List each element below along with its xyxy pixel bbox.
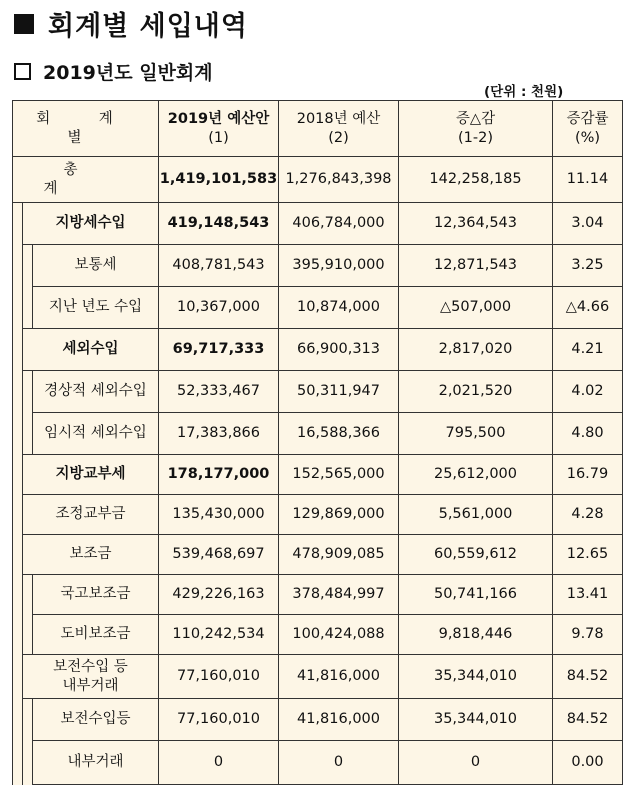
cell-2019: 135,430,000 — [159, 495, 279, 535]
row-label — [23, 655, 159, 699]
table-row — [13, 741, 623, 785]
row-label: 지방세수입 — [23, 203, 159, 245]
row-label — [13, 157, 159, 203]
table-row — [13, 699, 623, 741]
cell-rate: 4.21 — [553, 329, 623, 371]
cell-diff: 9,818,446 — [399, 615, 553, 655]
cell-diff: 35,344,010 — [399, 699, 553, 741]
indent-spacer — [23, 575, 33, 615]
cell-rate: 84.52 — [553, 699, 623, 741]
section-subtitle-text: 2019년도 일반회계 — [43, 62, 213, 84]
cell-diff: 35,344,010 — [399, 655, 553, 699]
cell-rate: △4.66 — [553, 287, 623, 329]
indent-spacer — [13, 245, 23, 287]
row-label: 보조금 — [23, 535, 159, 575]
indent-spacer — [23, 741, 33, 785]
cell-diff: 25,612,000 — [399, 455, 553, 495]
table-row — [13, 615, 623, 655]
empty-square-icon — [14, 63, 31, 80]
cell-rate: 84.52 — [553, 655, 623, 699]
header-rate — [553, 101, 623, 157]
table-row — [13, 575, 623, 615]
header-2018 — [279, 101, 399, 157]
cell-2019: 52,333,467 — [159, 371, 279, 413]
revenue-table — [12, 100, 623, 785]
header-2019 — [159, 101, 279, 157]
table-header-row — [13, 101, 623, 157]
header-diff-line2: (1-2) — [458, 129, 493, 146]
header-2018-line1: 2018년 예산 — [296, 111, 381, 128]
cell-2018: 406,784,000 — [279, 203, 399, 245]
cell-2018: 1,276,843,398 — [279, 157, 399, 203]
indent-spacer — [23, 615, 33, 655]
table-row — [13, 495, 623, 535]
indent-spacer — [23, 371, 33, 413]
section-subtitle — [14, 58, 213, 85]
indent-spacer — [13, 655, 23, 699]
cell-2018: 10,874,000 — [279, 287, 399, 329]
table-row — [13, 535, 623, 575]
row-label: 세외수입 — [23, 329, 159, 371]
cell-diff: 0 — [399, 741, 553, 785]
table-row — [13, 413, 623, 455]
indent-spacer — [13, 575, 23, 615]
indent-spacer — [13, 455, 23, 495]
cell-2019: 0 — [159, 741, 279, 785]
row-label-line1: 보전수입 등 — [53, 659, 128, 676]
row-label: 도비보조금 — [33, 615, 159, 655]
page-title — [14, 4, 248, 43]
header-diff-line1: 증△감 — [455, 111, 496, 128]
table-row — [13, 203, 623, 245]
page-title-text: 회계별 세입내역 — [48, 11, 248, 42]
cell-rate: 13.41 — [553, 575, 623, 615]
indent-spacer — [13, 615, 23, 655]
cell-diff: 2,817,020 — [399, 329, 553, 371]
cell-rate: 16.79 — [553, 455, 623, 495]
table-row — [13, 455, 623, 495]
cell-diff: △507,000 — [399, 287, 553, 329]
row-label: 보전수입등 — [33, 699, 159, 741]
cell-rate: 4.02 — [553, 371, 623, 413]
indent-spacer — [13, 741, 23, 785]
cell-2018: 0 — [279, 741, 399, 785]
cell-diff: 12,871,543 — [399, 245, 553, 287]
row-label: 조정교부금 — [23, 495, 159, 535]
cell-2018: 395,910,000 — [279, 245, 399, 287]
row-label: 경상적 세외수입 — [33, 371, 159, 413]
row-label: 국고보조금 — [33, 575, 159, 615]
indent-spacer — [13, 329, 23, 371]
indent-spacer — [23, 287, 33, 329]
header-rate-line2: (%) — [574, 129, 601, 146]
table-row-total — [13, 157, 623, 203]
cell-diff: 2,021,520 — [399, 371, 553, 413]
cell-2019: 419,148,543 — [159, 203, 279, 245]
cell-2019: 69,717,333 — [159, 329, 279, 371]
indent-spacer — [13, 203, 23, 245]
row-label: 지난 년도 수입 — [33, 287, 159, 329]
indent-spacer — [13, 287, 23, 329]
cell-2019: 178,177,000 — [159, 455, 279, 495]
cell-rate: 3.25 — [553, 245, 623, 287]
cell-diff: 50,741,166 — [399, 575, 553, 615]
cell-2019: 77,160,010 — [159, 699, 279, 741]
cell-2019: 1,419,101,583 — [159, 157, 279, 203]
cell-diff: 142,258,185 — [399, 157, 553, 203]
row-label-text: 총 계 — [43, 162, 148, 197]
cell-rate: 12.65 — [553, 535, 623, 575]
cell-rate: 3.04 — [553, 203, 623, 245]
header-diff — [399, 101, 553, 157]
indent-spacer — [23, 699, 33, 741]
indent-spacer — [13, 535, 23, 575]
cell-2019: 10,367,000 — [159, 287, 279, 329]
cell-rate: 11.14 — [553, 157, 623, 203]
table-row — [13, 655, 623, 699]
header-2018-line2: (2) — [328, 129, 349, 146]
cell-2018: 50,311,947 — [279, 371, 399, 413]
cell-diff: 60,559,612 — [399, 535, 553, 575]
cell-2019: 17,383,866 — [159, 413, 279, 455]
header-category-label: 회 계 별 — [36, 111, 135, 146]
indent-spacer — [23, 245, 33, 287]
cell-2018: 152,565,000 — [279, 455, 399, 495]
cell-2018: 41,816,000 — [279, 655, 399, 699]
table-row — [13, 371, 623, 413]
cell-rate: 9.78 — [553, 615, 623, 655]
cell-rate: 4.28 — [553, 495, 623, 535]
row-label: 지방교부세 — [23, 455, 159, 495]
row-label: 보통세 — [33, 245, 159, 287]
table-row — [13, 245, 623, 287]
cell-2019: 539,468,697 — [159, 535, 279, 575]
header-category — [13, 101, 159, 157]
indent-spacer — [13, 495, 23, 535]
cell-2019: 408,781,543 — [159, 245, 279, 287]
cell-2018: 41,816,000 — [279, 699, 399, 741]
indent-spacer — [13, 699, 23, 741]
cell-2018: 129,869,000 — [279, 495, 399, 535]
cell-diff: 5,561,000 — [399, 495, 553, 535]
cell-diff: 12,364,543 — [399, 203, 553, 245]
header-rate-line1: 증감률 — [566, 111, 609, 128]
indent-spacer — [13, 371, 23, 413]
header-2019-line2: (1) — [208, 129, 229, 146]
unit-label: (단위 : 천원) — [484, 84, 564, 100]
row-label-line2: 내부거래 — [62, 677, 119, 694]
indent-spacer — [23, 413, 33, 455]
filled-square-icon — [14, 14, 34, 34]
table-row — [13, 287, 623, 329]
header-2019-line1: 2019년 예산안 — [167, 111, 270, 128]
row-label: 임시적 세외수입 — [33, 413, 159, 455]
cell-2019: 429,226,163 — [159, 575, 279, 615]
row-label: 내부거래 — [33, 741, 159, 785]
cell-2018: 100,424,088 — [279, 615, 399, 655]
cell-rate: 4.80 — [553, 413, 623, 455]
cell-2018: 378,484,997 — [279, 575, 399, 615]
cell-2019: 110,242,534 — [159, 615, 279, 655]
cell-2018: 16,588,366 — [279, 413, 399, 455]
cell-2018: 478,909,085 — [279, 535, 399, 575]
table-row — [13, 329, 623, 371]
cell-rate: 0.00 — [553, 741, 623, 785]
cell-diff: 795,500 — [399, 413, 553, 455]
cell-2019: 77,160,010 — [159, 655, 279, 699]
cell-2018: 66,900,313 — [279, 329, 399, 371]
indent-spacer — [13, 413, 23, 455]
